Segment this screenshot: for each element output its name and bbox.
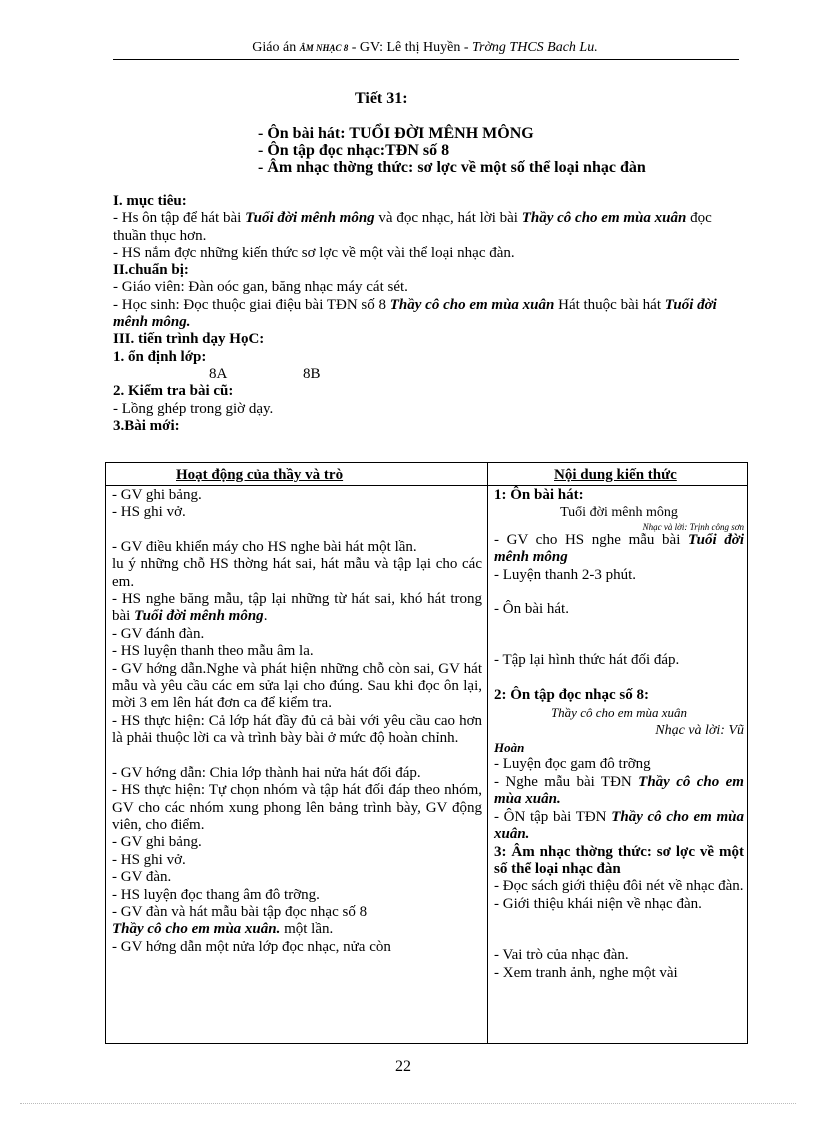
paragraph: - HS nắm đợc những kiến thức sơ lợc về một vài thể loại nhạc đàn. — [113, 244, 515, 261]
song-title: Tuổi đời mênh mông — [560, 505, 678, 521]
table-cell-line: - Luyện đọc gam đô trỡng — [494, 756, 651, 773]
table-cell-line: - Tập lại hình thức hát đối đáp. — [494, 652, 680, 669]
table-cell-line: - GV ghi bảng. — [112, 834, 202, 851]
table-cell-line: - GV hớng dẫn: Chia lớp thành hai nửa hát đối đáp. — [112, 764, 421, 781]
header-school-name: THCS Bach Lu. — [505, 40, 598, 55]
section-heading: I. mục tiêu: — [113, 193, 187, 209]
footer-divider — [20, 1103, 796, 1104]
table-cell-line: - HS luyện thanh theo mẫu âm la. — [112, 643, 314, 660]
section-heading: 3.Bài mới: — [113, 417, 180, 434]
table-cell-line: - Nghe mẫu bài TĐN Thầy cô cho em mùa xuân. — [494, 773, 744, 808]
table-cell-line: - HS ghi vở. — [112, 504, 186, 521]
table-cell-line: - HS ghi vở. — [112, 851, 186, 868]
song-credit: Hoàn — [494, 740, 525, 756]
content-column — [494, 487, 744, 982]
table-cell-line: - GV ghi bảng. — [112, 487, 202, 503]
paragraph: - Giáo viên: Đàn oóc gan, băng nhạc máy cát sét. — [113, 279, 408, 296]
class-name: 8A — [209, 365, 228, 382]
lesson-table — [105, 462, 748, 1044]
song-credit: Nhạc và lời: Vũ — [655, 722, 744, 738]
content-heading: 3: Âm nhạc thờng thức: sơ lợc về một số thể loại nhạc đàn — [494, 843, 744, 877]
class-name: 8B — [303, 365, 321, 382]
paragraph: - Học sinh: Đọc thuộc giai điệu bài TĐN số 8 Thầy cô cho em mùa xuân Hát thuộc bài hát Tuổi đời mênh mông. — [113, 296, 717, 331]
table-cell-line: - HS luyện đọc thang âm đô trỡng. — [112, 886, 320, 903]
table-header-right: Nội dung kiến thức — [554, 467, 677, 483]
page-header — [110, 40, 740, 56]
paragraph: - Hs ôn tập để hát bài Tuổi đời mênh mông và đọc nhạc, hát lời bài Thầy cô cho em mùa xuân đọc thuần thục hơn. — [113, 210, 712, 244]
table-cell-line: - Ôn bài hát. — [494, 601, 569, 618]
paragraph: - Lồng ghép trong giờ dạy. — [113, 400, 274, 417]
content-heading: 1: Ôn bài hát: — [494, 487, 584, 503]
header-row-divider — [106, 485, 747, 486]
topic-list — [258, 125, 646, 176]
section-heading: III. tiến trình dạy HọC: — [113, 331, 265, 348]
lesson-title: Tiết 31: — [355, 90, 408, 107]
table-cell-line: - GV cho HS nghe mẫu bài Tuổi đời mênh mông — [494, 531, 744, 566]
song-title: Thầy cô cho em mùa xuân — [550, 705, 688, 721]
table-cell-line: - ÔN tập bài TĐN Thầy cô cho em mùa xuân. — [494, 808, 744, 843]
header-prefix: Giáo án — [252, 40, 300, 55]
table-cell-line: - GV hớng dẫn một nửa lớp đọc nhạc, nửa còn — [112, 938, 391, 955]
table-cell-line: - HS nghe băng mẫu, tập lại những từ hát sai, khó hát trong bài Tuổi đời mênh mông. — [112, 591, 482, 625]
page-number: 22 — [395, 1058, 411, 1075]
table-cell-line: - Xem tranh ảnh, nghe một vài — [494, 964, 678, 981]
table-cell-line: - Vai trò của nhạc đàn. — [494, 947, 629, 964]
section-heading: 2. Kiểm tra bài cũ: — [113, 383, 234, 400]
content-heading: 2: Ôn tập đọc nhạc số 8: — [494, 686, 650, 703]
table-cell-line: Thầy cô cho em mùa xuân. một lần. — [112, 921, 334, 938]
table-cell-line: - Đọc sách giới thiệu đôi nét về nhạc đàn. — [494, 878, 744, 895]
table-header-left: Hoạt động của thầy và trò — [176, 467, 344, 483]
lesson-body — [113, 193, 741, 435]
table-cell-line: - GV đàn. — [112, 869, 172, 886]
header-school-label: Trờng — [471, 40, 506, 55]
section-heading: II.chuẩn bị: — [113, 262, 189, 279]
header-subject: ÂM NHẠC 8 — [299, 43, 349, 53]
header-teacher: - GV: Lê thị Huyền - — [348, 40, 472, 55]
activities-column — [112, 487, 482, 956]
class-list — [113, 366, 741, 383]
song-credit: Nhạc và lời: Trịnh công sơn — [642, 521, 744, 532]
topic-item: - Ôn bài hát: TUỔI ĐỜI MÊNH MÔNG — [258, 125, 534, 142]
table-cell-line: - HS thực hiện: Cả lớp hát đầy đủ cả bài với yêu cầu cao hơn là phải thuộc lời ca và trình bày bài ở mức độ hoàn chỉnh. — [112, 712, 482, 747]
table-cell-line: lu ý những chỗ HS thờng hát sai, hát mẫu và tập lại cho các em. — [112, 556, 482, 590]
column-divider — [487, 463, 488, 1043]
topic-item: - Ôn tập đọc nhạc:TĐN số 8 — [258, 142, 450, 159]
table-cell-line: - HS thực hiện: Tự chọn nhóm và tập hát đối đáp theo nhóm, GV cho các nhóm xung phong lên bảng trình bày, GV động viên, cho điểm. — [112, 782, 482, 833]
table-cell-line: - GV đàn và hát mẫu bài tập đọc nhạc số 8 — [112, 903, 368, 920]
section-heading: 1. ổn định lớp: — [113, 348, 207, 365]
table-cell-line: - GV đánh đàn. — [112, 625, 205, 642]
table-cell-line: - Giới thiệu khái niện về nhạc đàn. — [494, 895, 702, 912]
table-cell-line: - GV điều khiển máy cho HS nghe bài hát một lần. — [112, 538, 417, 555]
topic-item: - Âm nhạc thờng thức: sơ lợc về một số thể loại nhạc đàn — [258, 159, 646, 176]
table-cell-line: - Luyện thanh 2-3 phút. — [494, 566, 637, 583]
table-cell-line: - GV hớng dẫn.Nghe và phát hiện những chỗ còn sai, GV hát mẫu và yêu cầu các em sửa lại cho đúng. Sau khi đọc ôn lại, mời 3 em lên hát đơn ca để kiểm tra. — [112, 660, 482, 712]
header-divider — [113, 59, 739, 60]
